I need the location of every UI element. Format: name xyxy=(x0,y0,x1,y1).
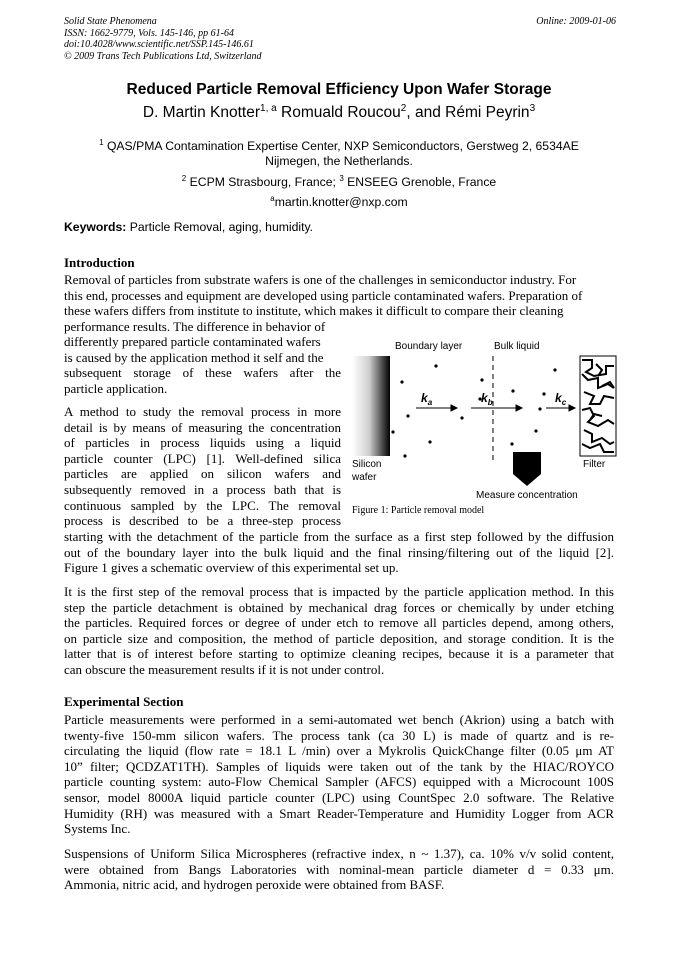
bulk-liquid-label: Bulk liquid xyxy=(494,341,540,352)
filter-shape xyxy=(580,356,616,456)
measure-probe-shape xyxy=(513,452,541,486)
silicon-label: Silicon xyxy=(352,459,382,470)
experimental-paragraph-1: Particle measurements were performed in a semi-automated wet bench (Akrion) using a batch with twenty-five 150-mm silicon wafers. The process tank (ca 30 L) is made of quartz and is re- circulating the liquid (flow rate = 18.1 L /min) over a Mykrolis QuickChange filter (0.05 μm AT 10” filter; QCDZAT1TH). Samples of liquids were taken out of the tank by the HIAC/ROYCO particle counting system: auto-Flow Chemical Sampler (AFCS) equipped with a Microcount 100S sensor, model 8000A liquid particle counter (LPC) using CountSpec 2.0 software. The Relative Humidity (RH) was measured with a Smart Reader-Temperature and Humidity Logger from ACR Systems Inc. xyxy=(64,712,614,837)
journal-name: Solid State Phenomena xyxy=(64,16,157,27)
affiliation-2-3: $^2$ ECPM Strasbourg, France; $^3$ ENSEEG Grenoble, France xyxy=(181,174,497,190)
intro-paragraph-1: Removal of particles from substrate wafers is one of the challenges in semiconductor industry. For this end, processes and equipment are developed using particle contaminated wafers. Preparation of these wafers differs from institute to institute, which makes it difficult to compare their cleaning performance results. The difference in behavior of xyxy=(64,272,583,334)
author-list xyxy=(0,103,678,122)
silicon-wafer-shape xyxy=(352,356,390,456)
particle-removal-figure xyxy=(350,334,620,520)
intro-paragraph-1-cont: differently prepared particle contaminated wafers is caused by the application method it self and the subsequent storage of these wafers after the particle application. xyxy=(64,334,341,396)
journal-header xyxy=(64,16,262,62)
affiliation-1: $^1$ QAS/PMA Contamination Expertise Center, NXP Semiconductors, Gerstweg 2, 6534AE Nijmegen, the Netherlands. xyxy=(99,138,579,169)
intro-paragraph-2-cont: starting with the detachment of the particle from the surface as a first step followed by the diffusion out of the boundary layer into the bulk liquid and the final rinsing/filtering out of the liquid [2]. Figure 1 gives a schematic overview of this experimental set up. xyxy=(64,529,614,576)
author-2: Romuald Roucou xyxy=(276,104,401,122)
author-1-sup: 1, a xyxy=(260,103,277,114)
author-3-sup: 3 xyxy=(529,103,536,114)
wafer-label: wafer xyxy=(352,472,377,483)
author-2-sup: 2 xyxy=(400,103,407,114)
doi: doi:10.4028/www.scientific.net/SSP.145-146.61 xyxy=(64,39,254,50)
issn: ISSN: 1662-9779, Vols. 145-146, pp 61-64 xyxy=(64,27,234,39)
particles xyxy=(391,364,556,457)
intro-paragraph-3: It is the first step of the removal process that is impacted by the particle application method. In this step the particle detachment is obtained by mechanical drag forces or chemically by under etching the particles. Required forces or degree of under etch to remove all particles depend, among others, on particle size and composition, the method of particle deposition, and storage condition. It is the latter that is of interest before starting to optimize cleaning recipes, because it is a parameter that can obscure the measurement results if it is not under control. xyxy=(64,584,614,677)
section-heading-introduction: Introduction xyxy=(64,255,135,270)
keywords-label: Keywords: xyxy=(64,220,127,234)
intro-paragraph-2: A method to study the removal process in more detail is by means of measuring the concentration of particles in process liquids using a liquid particle counter (LPC) [1]. Well-defined silica particles are applied on silicon wafers and subsequently removed in a process bath that is continuous sampled by the LPC. The removal process is described to be a three-step process xyxy=(64,404,341,529)
keywords xyxy=(64,220,313,234)
filter-label: Filter xyxy=(583,459,606,470)
experimental-paragraph-2: Suspensions of Uniform Silica Microspheres (refractive index, n ~ 1.37), ca. 10% v/v solid content, were obtained from Bangs Laboratories with nominal-mean particle diameter d = 0.33 μm. Ammonia, nitric acid, and hydrogen peroxide were obtained from BASF. xyxy=(64,846,614,893)
copyright: © 2009 Trans Tech Publications Ltd, Switzerland xyxy=(64,50,262,62)
kc-label: $k_c$ xyxy=(555,391,567,407)
keywords-text: Particle Removal, aging, humidity. xyxy=(126,220,314,234)
paper-title: Reduced Particle Removal Efficiency Upon Wafer Storage xyxy=(126,81,552,98)
measure-concentration-label: Measure concentration xyxy=(476,490,578,501)
author-1: D. Martin Knotter xyxy=(142,104,261,122)
figure-caption: Figure 1: Particle removal model xyxy=(352,505,485,516)
boundary-layer-label: Boundary layer xyxy=(395,341,463,352)
ka-label: $k_a$ xyxy=(421,391,433,407)
kb-label: $k_b$ xyxy=(481,391,493,407)
author-3: , and Rémi Peyrin xyxy=(406,104,530,122)
section-heading-experimental: Experimental Section xyxy=(64,694,184,709)
email: $^a$martin.knotter@nxp.com xyxy=(270,194,408,210)
online-date: Online: 2009-01-06 xyxy=(536,16,616,27)
